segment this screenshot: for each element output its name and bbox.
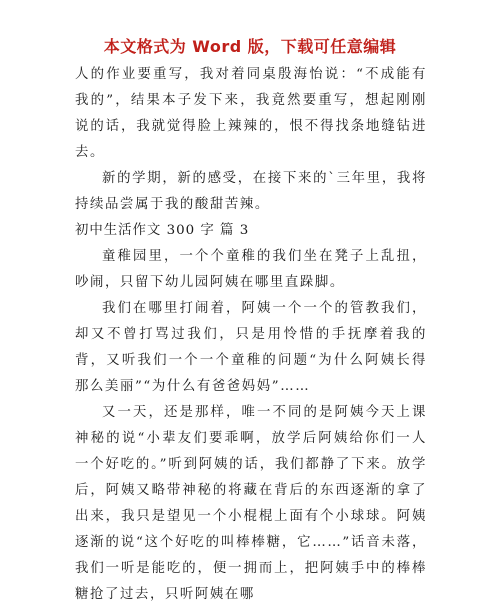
paragraph: 童稚园里，一个个童稚的我们坐在凳子上乱扭，吵闹，只留下幼儿园阿姨在哪里直跺脚。 [75, 249, 427, 290]
document-body [75, 62, 427, 608]
paragraph: 新的学期，新的感受，在接下来的`三年里，我将持续品尝属于我的酸甜苦辣。 [75, 171, 427, 212]
document-header: 本文格式为 Word 版，下载可任意编辑 [103, 37, 397, 56]
paragraph: 人的作业要重写，我对着同桌殷海怡说：“不成能有我的”，结果本子发下来，我竟然要重写，想起刚刚说的话，我就觉得脸上辣辣的，恨不得找条地缝钻进去。 [75, 67, 427, 160]
paragraph: 又一天，还是那样，唯一不同的是阿姨今天上课神秘的说“小辈友们要乖啊，放学后阿姨给你们一人一个好吃的。”听到阿姨的话，我们都静了下来。放学后，阿姨又略带神秘的将藏在背后的东西逐渐的拿了出来，我只是望见一个小棍棍上面有个小球球。阿姨逐渐的说“这个好吃的叫棒棒糖，它……”话音未落，我们一听是能吃的，便一拥而上，把阿姨手中的棒棒糖抢了过去，只听阿姨在哪 [75, 405, 427, 602]
section-title: 初中生活作文 300 字 篇 3 [75, 223, 250, 238]
paragraph: 我们在哪里打闹着，阿姨一个一个的管教我们，却又不曾打骂过我们，只是用怜惜的手抚摩着我的背，又听我们一个一个童稚的问题“为什么阿姨长得那么美丽”“为什么有爸爸妈妈”…… [75, 301, 427, 394]
